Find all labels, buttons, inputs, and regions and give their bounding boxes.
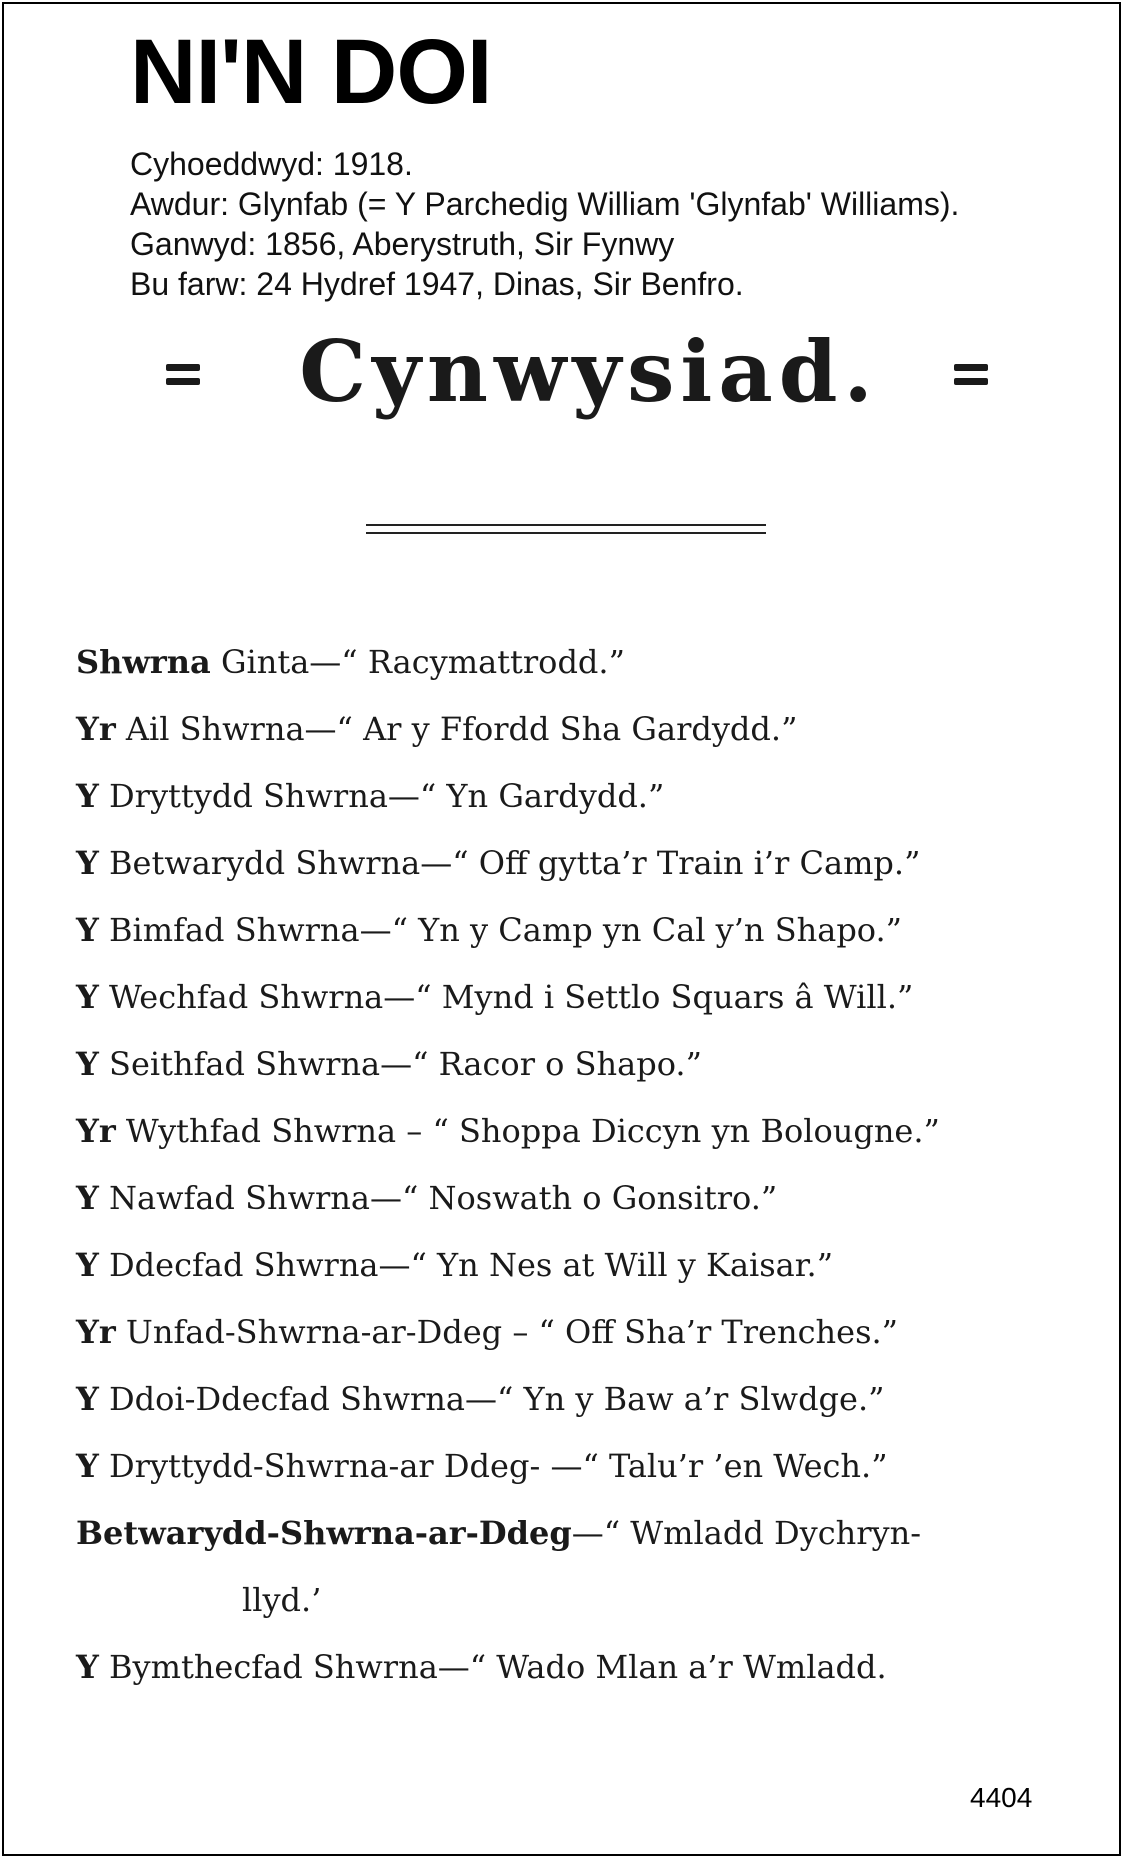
toc-entry: Y Nawfad Shwrna—“ Noswath o Gonsitro.”: [76, 1179, 778, 1217]
toc-entry: Betwarydd-Shwrna-ar-Ddeg—“ Wmladd Dychryn-: [76, 1514, 922, 1552]
table-of-contents: [76, 632, 1076, 1704]
born-line: Ganwyd: 1856, Aberystruth, Sir Fynwy: [130, 226, 675, 262]
double-bar-ornament-left: [166, 364, 200, 386]
publication-metadata: [130, 144, 959, 304]
toc-entry: Y Ddecfad Shwrna—“ Yn Nes at Will y Kaisar.”: [76, 1246, 834, 1284]
toc-entry: Yr Unfad-Shwrna-ar-Ddeg – “ Off Sha’r Trenches.”: [76, 1313, 899, 1351]
page-number: 4404: [970, 1782, 1033, 1813]
toc-entry: Y Seithfad Shwrna—“ Racor o Shapo.”: [76, 1045, 702, 1083]
toc-entry: Y Bimfad Shwrna—“ Yn y Camp yn Cal y’n Shapo.”: [76, 911, 903, 949]
died-line: Bu farw: 24 Hydref 1947, Dinas, Sir Benfro.: [130, 266, 744, 302]
toc-entry: Shwrna Ginta—“ Racymattrodd.”: [76, 643, 625, 681]
contents-heading-row: [154, 322, 994, 432]
double-bar-ornament-right: [954, 364, 988, 386]
toc-entry: Yr Ail Shwrna—“ Ar y Ffordd Sha Gardydd.”: [76, 710, 798, 748]
toc-entry: Y Betwarydd Shwrna—“ Off gytta’r Train i’r Camp.”: [76, 844, 921, 882]
double-rule-divider: [366, 524, 766, 534]
page-title: NI'N DOI: [130, 21, 492, 123]
toc-entry: Y Wechfad Shwrna—“ Mynd i Settlo Squars â Will.”: [76, 978, 914, 1016]
document-page: [2, 2, 1121, 1856]
toc-entry: Y Dryttydd Shwrna—“ Yn Gardydd.”: [76, 777, 665, 815]
toc-entry: Y Ddoi-Ddecfad Shwrna—“ Yn y Baw a’r Slwdge.”: [76, 1380, 885, 1418]
toc-entry: Yr Wythfad Shwrna – “ Shoppa Diccyn yn Bolougne.”: [76, 1112, 940, 1150]
contents-heading: Cynwysiad.: [299, 322, 879, 421]
toc-entry-continuation: llyd.’: [242, 1581, 322, 1619]
toc-entry: Y Bymthecfad Shwrna—“ Wado Mlan a’r Wmladd.: [76, 1648, 887, 1686]
toc-entry: Y Dryttydd-Shwrna-ar Ddeg- —“ Talu’r ’en Wech.”: [76, 1447, 888, 1485]
published-line: Cyhoeddwyd: 1918.: [130, 146, 413, 182]
author-line: Awdur: Glynfab (= Y Parchedig William 'Glynfab' Williams).: [130, 186, 960, 222]
